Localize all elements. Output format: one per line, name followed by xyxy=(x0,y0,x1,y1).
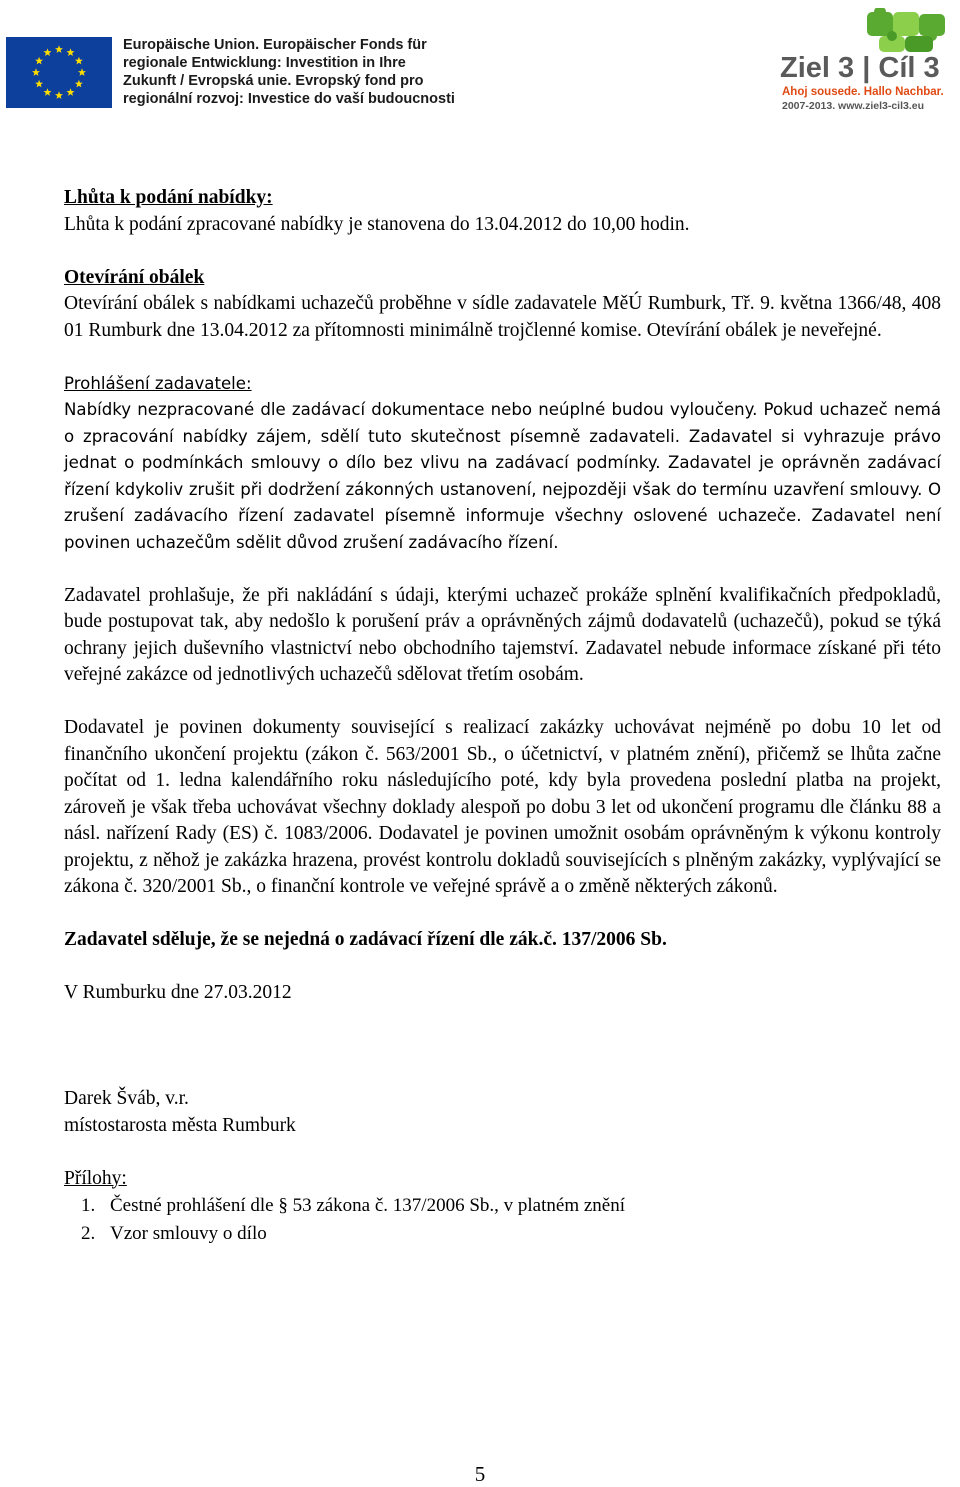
ziel3-title: Ziel 3 | Cíl 3 xyxy=(780,52,940,84)
page-number: 5 xyxy=(474,1462,486,1486)
deadline-text: Lhůta k podání zpracované nabídky je stanovena do 13.04.2012 do 10,00 hodin. xyxy=(64,213,690,235)
eu-logo-line: regionale Entwicklung: Investition in Ihre xyxy=(123,55,406,71)
data-handling-paragraph: Zadavatel prohlašuje, že při nakládání s údaji, kterými uchazeč prokáže splnění kvalifikačních předpokladů, bude postupovat tak, aby nedošlo k porušení práv a oprávněných zájmů dodavatelů (uchazečů), pokud se týká ochrany jejich duševního vlastnictví nebo obchodního tajemství. Zadavatel nebude informace získané při této veřejné zakázce od jednotlivých uchazečů sdělovat třetím osobám. xyxy=(64,584,941,685)
spacer xyxy=(64,901,941,928)
spacer xyxy=(64,1139,941,1166)
spacer xyxy=(64,1033,941,1060)
spacer xyxy=(64,954,941,981)
opening-text: Otevírání obálek s nabídkami uchazečů proběhne v sídle zadavatele MěÚ Rumburk, Tř. 9. května 1366/48, 408 01 Rumburk dne 13.04.2012 za přítomnosti minimálně trojčlenné komise. Otevírání obálek je neveřejné. xyxy=(64,293,941,341)
spacer xyxy=(64,344,941,371)
eu-logo-line: regionální rozvoj: Investice do vaší budoucnosti xyxy=(123,91,455,107)
eu-logo-line: Europäische Union. Europäischer Fonds für xyxy=(123,37,427,53)
spacer xyxy=(64,556,941,583)
signatory-name: Darek Šváb, v.r. xyxy=(64,1088,189,1109)
signatory-title: místostarosta města Rumburk xyxy=(64,1114,296,1136)
attachments-list xyxy=(64,1192,941,1248)
spacer xyxy=(64,1007,941,1034)
ziel3-slogan: Ahoj sousede. Hallo Nachbar. xyxy=(782,86,944,98)
page-header xyxy=(0,0,960,125)
eu-flag-icon xyxy=(6,37,112,108)
opening-heading: Otevírání obálek xyxy=(64,266,205,288)
retention-paragraph: Dodavatel je povinen dokumenty související s realizací zakázky uchovávat nejméně po dobu 10 let od finančního ukončení projektu (zákon č. 563/2001 Sb., o účetnictví, v platném znění), přičemž se lhůta začne počítat od 1. ledna kalendářního roku následujícího poté, kdy byla provedena poslední platba na projekt, zároveň je však třeba uchovávat všechny doklady alespoň po dobu 3 let od ukončení programu dle článku 88 a násl. nařízení Rady (ES) č. 1083/2006. Dodavatel je povinen umožnit osobám oprávněným k výkonu kontroly projektu, z něhož je zakázka hrazena, provést kontrolu dokladů souvisejících s plněným zakázky, vyplývající se zákona č. 320/2001 Sb., o finanční kontrole ve veřejné správě a o změně některých zákonů. xyxy=(64,717,941,897)
eu-logo-line: Zukunft / Evropská unie. Evropský fond pro xyxy=(123,73,424,89)
declaration-text: Nabídky nezpracované dle zadávací dokumentace nebo neúplné budou vyloučeny. Pokud uchazeč nemá o zpracování nabídky zájem, sdělí tuto skutečnost písemně zadavateli. Zadavatel si vyhrazuje právo jednat o podmínkách smlouvy o dílo bez vlivu na zadávací podmínky. Zadavatel je oprávněn zadávací řízení kdykoliv zrušit při dodržení zákonných ustanovení, nejpozději však do termínu uzavření smlouvy. O zrušení zadávacího řízení zadavatel písemně informuje všechny oslovené uchazeče. Zadavatel není povinen uchazečům sdělit důvod zrušení zadávacího řízení. xyxy=(64,400,941,552)
attachment-item: 1. Čestné prohlášení dle § 53 zákona č. 137/2006 Sb., v platném znění xyxy=(100,1192,941,1220)
spacer xyxy=(64,1060,941,1087)
document-body xyxy=(64,185,941,1248)
place-date: V Rumburku dne 27.03.2012 xyxy=(64,982,292,1003)
attachments-heading: Přílohy: xyxy=(64,1167,127,1189)
deadline-heading: Lhůta k podání nabídky: xyxy=(64,187,273,208)
eu-logo-text xyxy=(123,36,455,108)
statement-paragraph: Zadavatel sděluje, že se nejedná o zadávací řízení dle zák.č. 137/2006 Sb. xyxy=(64,929,667,950)
spacer xyxy=(64,689,941,716)
declaration-heading: Prohlášení zadavatele: xyxy=(64,373,252,393)
attachment-item: 2. Vzor smlouvy o dílo xyxy=(100,1220,941,1248)
spacer xyxy=(64,238,941,265)
ziel3-years-url: 2007-2013. www.ziel3-cil3.eu xyxy=(782,100,925,112)
